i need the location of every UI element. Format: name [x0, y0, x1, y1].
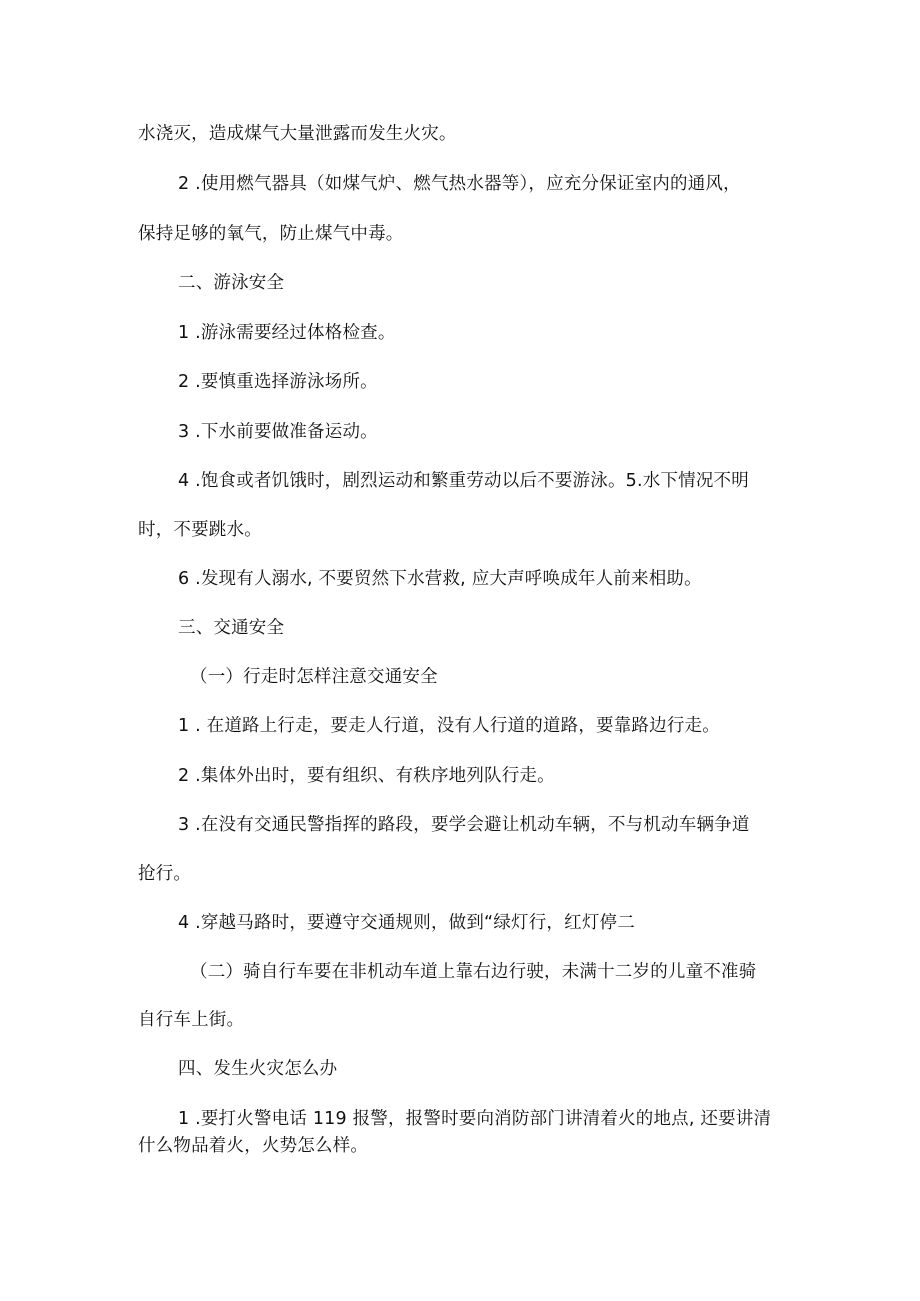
text-line: 2 .要慎重选择游泳场所。 — [178, 372, 378, 392]
subsection-heading: （一）行走时怎样注意交通安全 — [190, 667, 438, 687]
text-line: 自行车上街。 — [138, 1010, 245, 1030]
text-line: 抢行。 — [138, 864, 192, 884]
text-line: 时，不要跳水。 — [138, 520, 262, 540]
text-line: 水浇灭，造成煤气大量泄露而发生火灾。 — [138, 124, 457, 144]
section-heading: 二、游泳安全 — [178, 273, 285, 293]
text-line: 3 .在没有交通民警指挥的路段，要学会避让机动车辆，不与机动车辆争道 — [178, 815, 750, 835]
text-line: 2 .集体外出时，要有组织、有秩序地列队行走。 — [178, 766, 555, 786]
section-heading: 四、发生火灾怎么办 — [178, 1059, 338, 1079]
subsection-text: （二）骑自行车要在非机动车道上靠右边行驶，未满十二岁的儿童不准骑 — [190, 962, 757, 982]
text-line: 3 .下水前要做准备运动。 — [178, 422, 378, 442]
text-line: 1 .游泳需要经过体格检查。 — [178, 323, 396, 343]
text-line: 保持足够的氧气，防止煤气中毒。 — [138, 224, 404, 244]
text-line: 4 .饱食或者饥饿时，剧烈运动和繁重劳动以后不要游泳。5.水下情况不明 — [178, 471, 749, 491]
text-line: 4 .穿越马路时，要遵守交通规则，做到“绿灯行，红灯停二 — [178, 913, 635, 933]
section-heading: 三、交通安全 — [178, 618, 285, 638]
text-line: 1 .要打火警电话 119 报警，报警时要向消防部门讲清着火的地点, 还要讲清 — [178, 1109, 772, 1129]
text-line: 1 . 在道路上行走，要走人行道，没有人行道的道路，要靠路边行走。 — [178, 716, 720, 736]
text-line: 2 .使用燃气器具（如煤气炉、燃气热水器等），应充分保证室内的通风， — [178, 174, 741, 194]
text-line: 什么物品着火，火势怎么样。 — [138, 1136, 369, 1156]
text-line: 6 .发现有人溺水, 不要贸然下水营救, 应大声呼唤成年人前来相助。 — [178, 569, 702, 589]
